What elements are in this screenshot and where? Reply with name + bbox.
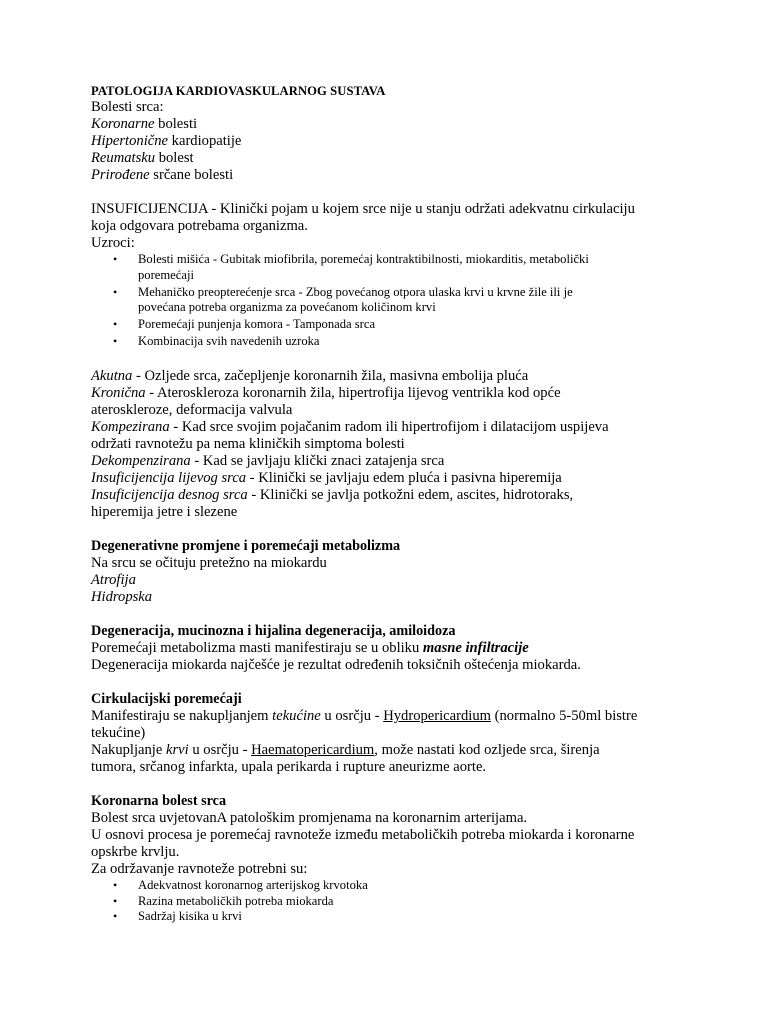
intro-heading: Bolesti srca: <box>91 99 164 115</box>
paragraph-line: U osnovi procesa je poremećaj ravnoteže između metaboličkih potreba miokarda i koronarne <box>91 827 635 843</box>
type-line: Akutna - Ozljede srca, začepljenje koronarnih žila, masivna embolija pluća <box>91 368 529 384</box>
type-line: Kompezirana - Kad srce svojim pojačanim radom ili hipertrofijom i dilatacijom uspijeva <box>91 419 609 435</box>
list-item: • Poremećaji punjenja komora - Tamponada srca <box>113 317 376 331</box>
bullet-icon: • <box>113 317 118 331</box>
intro-item: Prirođene srčane bolesti <box>91 167 234 183</box>
bullet-icon: • <box>113 893 118 908</box>
section-heading: Degenerativne promjene i poremećaji metabolizma <box>91 538 401 554</box>
bullet-icon: • <box>113 909 118 923</box>
paragraph-line: Degeneracija miokarda najčešće je rezultat određenih toksičnih oštećenja miokarda. <box>91 657 581 673</box>
paragraph-line: Na srcu se očituju pretežno na miokardu <box>91 555 327 571</box>
type-line: hiperemija jetre i slezene <box>91 504 238 520</box>
list-item: • Kombinacija svih navedenih uzroka <box>113 334 320 348</box>
paragraph-line: opskrbe krvlju. <box>91 844 180 860</box>
type-line: Insuficijencija desnog srca - Klinički se javlja potkožni edem, ascites, hidrotoraks, <box>91 487 574 503</box>
section-heading: Koronarna bolest srca <box>91 793 227 809</box>
section-heading: Degeneracija, mucinozna i hijalina degeneracija, amiloidoza <box>91 623 456 639</box>
type-line: Kronična - Ateroskleroza koronarnih žila, hipertrofija lijevog ventrikla kod opće <box>91 385 561 401</box>
bullet-icon: • <box>113 334 118 348</box>
section-heading: Cirkulacijski poremećaji <box>91 691 242 707</box>
paragraph-line: Nakupljanje krvi u osrčju - Haematopericardium, može nastati kod ozljede srca, širenja <box>91 742 600 758</box>
document-title: PATOLOGIJA KARDIOVASKULARNOG SUSTAVA <box>91 84 386 98</box>
paragraph-line: Bolest srca uvjetovanA patološkim promjenama na koronarnim arterijama. <box>91 810 528 826</box>
list-item: • Mehaničko preopterećenje srca - Zbog povećanog otpora ulaska krvi u krvne žile ili je povećana potreba organizma za povećanom količinom krvi <box>113 284 573 314</box>
requirements-list <box>91 878 708 925</box>
paragraph-line: tumora, srčanog infarkta, upala perikarda i rupture aneurizme aorte. <box>91 759 487 775</box>
uzroci-label: Uzroci: <box>91 235 135 251</box>
insuficijencija-definition: INSUFICIJENCIJA - Klinički pojam u kojem srce nije u stanju održati adekvatnu cirkulaciju <box>91 201 635 217</box>
bullet-icon: • <box>113 252 118 266</box>
type-line: ateroskleroze, deformacija valvula <box>91 402 293 418</box>
list-item: • Adekvatnost koronarnog arterijskog krvotoka <box>113 878 368 892</box>
bullet-icon: • <box>113 878 118 892</box>
type-line: Insuficijencija lijevog srca - Klinički se javljaju edem pluća i pasivna hiperemija <box>91 470 562 486</box>
type-line: Dekompenzirana - Kad se javljaju klički znaci zatajenja srca <box>91 453 445 469</box>
intro-item: Reumatsku bolest <box>91 150 194 166</box>
italic-item: Atrofija <box>91 572 136 588</box>
intro-item: Koronarne bolesti <box>91 116 198 132</box>
list-item: • Razina metaboličkih potreba miokarda <box>113 893 334 908</box>
list-item: • Bolesti mišića - Gubitak miofibrila, poremećaj kontraktibilnosti, miokarditis, metabolički poremećaji <box>113 252 589 282</box>
paragraph-line: Za održavanje ravnoteže potrebni su: <box>91 861 308 877</box>
type-line: održati ravnotežu pa nema kliničkih simptoma bolesti <box>91 436 405 452</box>
paragraph-line: Manifestiraju se nakupljanjem tekućine u osrčju - Hydropericardium (normalno 5-50ml bistre <box>91 708 638 724</box>
paragraph-line: tekućine) <box>91 725 146 741</box>
intro-item: Hipertonične kardiopatije <box>91 133 242 149</box>
bullet-icon: • <box>113 284 118 299</box>
insuficijencija-definition-cont: koja odgovara potrebama organizma. <box>91 218 308 234</box>
paragraph-line: Poremećaji metabolizma masti manifestiraju se u obliku masne infiltracije <box>91 640 529 656</box>
italic-item: Hidropska <box>91 589 153 605</box>
list-item: • Sadržaj kisika u krvi <box>113 909 242 923</box>
causes-list <box>91 252 708 350</box>
